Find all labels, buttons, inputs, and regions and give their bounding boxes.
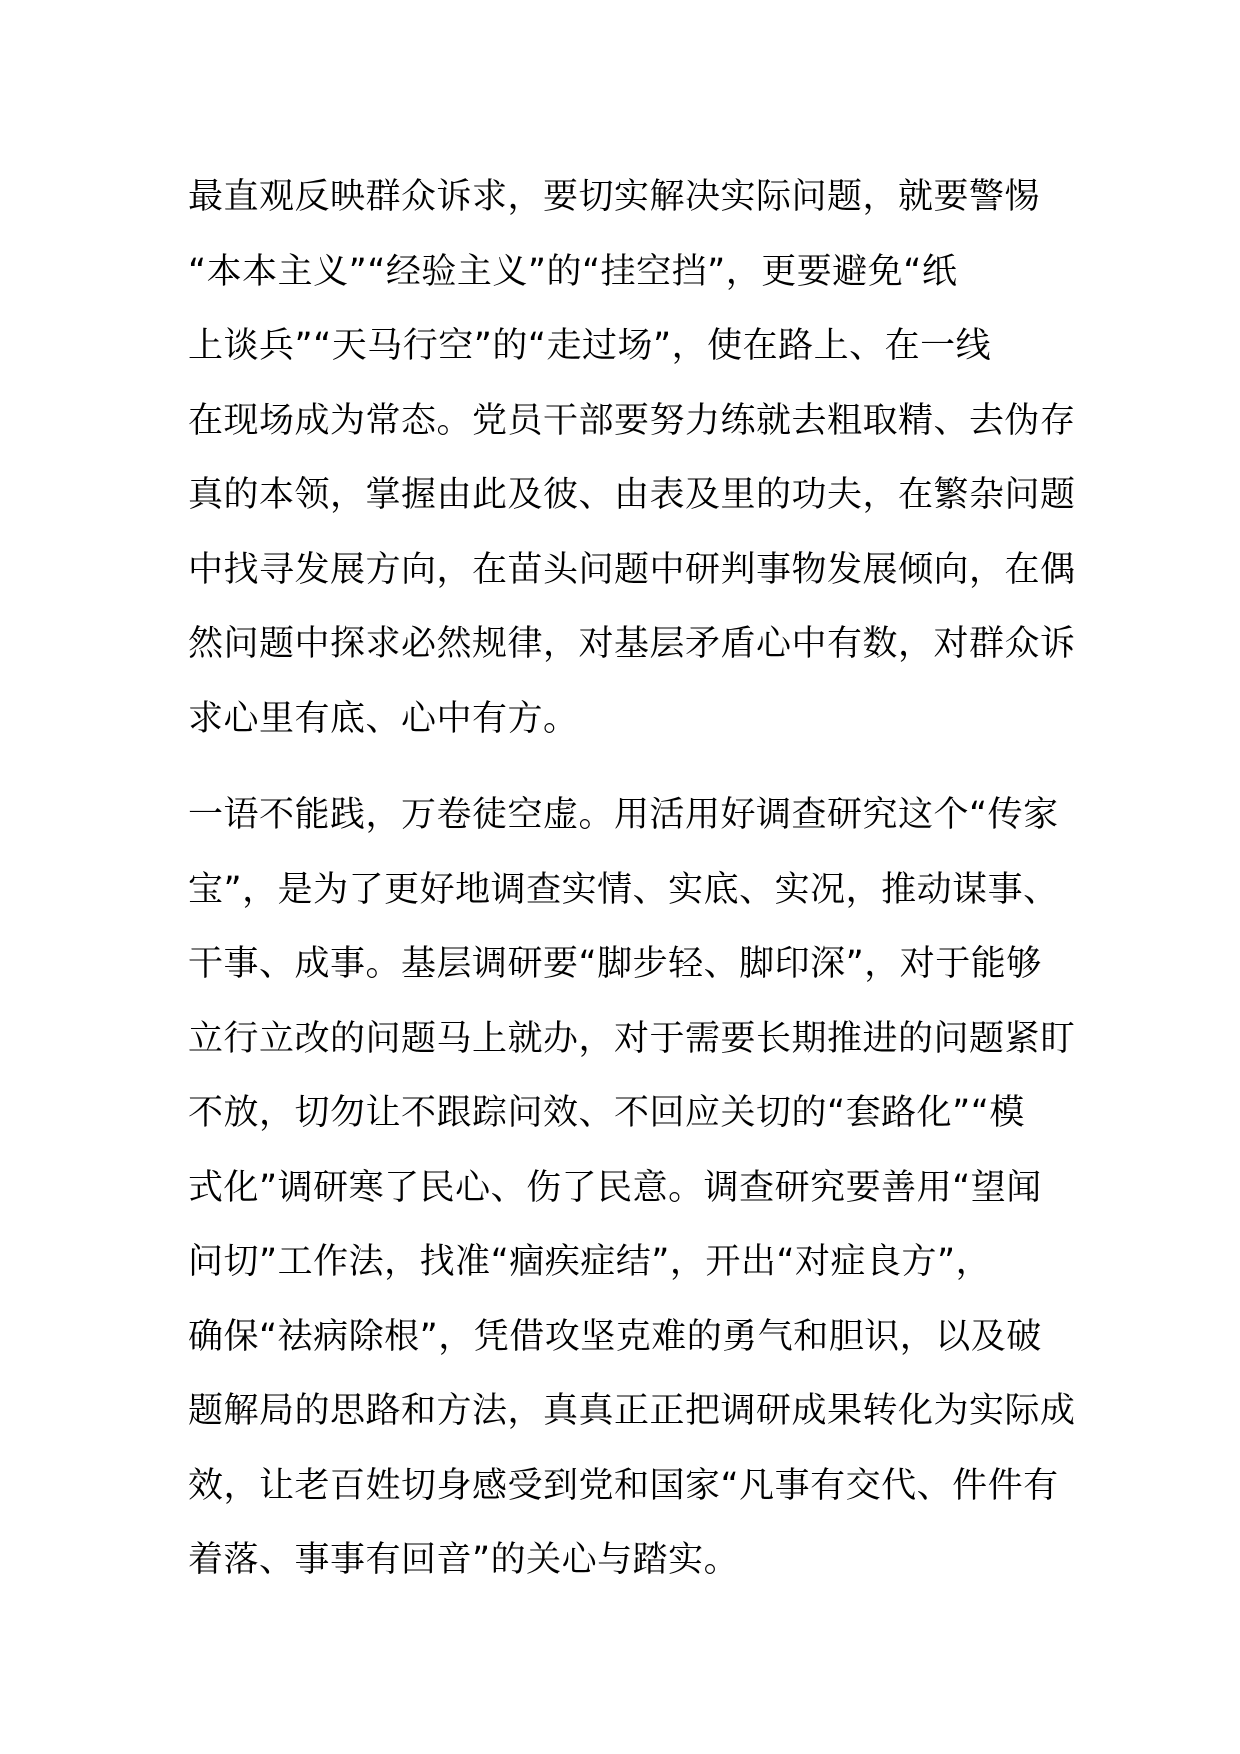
paragraph-line: 立行立改的问题马上就办，对于需要长期推进的问题紧盯 [188, 1018, 1076, 1059]
paragraph-line: 求心里有底、心中有方。 [188, 698, 579, 739]
paragraph-line: 干事、成事。基层调研要“脚步轻、脚印深”，对于能够 [188, 944, 1042, 984]
paragraph-line: 效，让老百姓切身感受到党和国家“凡事有交代、件件有 [188, 1465, 1059, 1506]
paragraph-line: 式化”调研寒了民心、伤了民意。调查研究要善用“望闻 [188, 1167, 1042, 1208]
paragraph-line: 确保“祛病除根”，凭借攻坚克难的勇气和胆识，以及破 [188, 1316, 1042, 1357]
paragraph-line: 不放，切勿让不跟踪问效、不回应关切的“套路化”“模 [188, 1093, 1025, 1133]
paragraph-line: 在现场成为常态。党员干部要努力练就去粗取精、去伪存 [188, 400, 1076, 441]
paragraph-line: 问切”工作法，找准“痼疾症结”，开出“对症良方”， [188, 1242, 992, 1282]
paragraph-line: 着落、事事有回音”的关心与踏实。 [188, 1540, 740, 1580]
paragraph-1 [188, 160, 1076, 756]
paragraph-line: 中找寻发展方向，在苗头问题中研判事物发展倾向，在偶 [188, 549, 1076, 590]
paragraph-line: 题解局的思路和方法，真真正正把调研成果转化为实际成 [188, 1391, 1076, 1431]
paragraph-2 [188, 778, 1076, 1598]
paragraph-line: 上谈兵”“天马行空”的“走过场”，使在路上、在一线 [188, 326, 992, 366]
paragraph-line: 然问题中探求必然规律，对基层矛盾心中有数，对群众诉 [188, 624, 1076, 664]
paragraph-line: 宝”，是为了更好地调查实情、实底、实况，推动谋事、 [188, 869, 1059, 910]
paragraph-line: 一语不能践，万卷徒空虚。用活用好调查研究这个“传家 [188, 795, 1059, 835]
paragraph-line: “本本主义”“经验主义”的“挂空挡”，更要避免“纸 [188, 251, 958, 292]
paragraph-line: 最直观反映群众诉求，要切实解决实际问题，就要警惕 [188, 177, 1041, 217]
paragraph-line: 真的本领，掌握由此及彼、由表及里的功夫，在繁杂问题 [188, 475, 1076, 515]
